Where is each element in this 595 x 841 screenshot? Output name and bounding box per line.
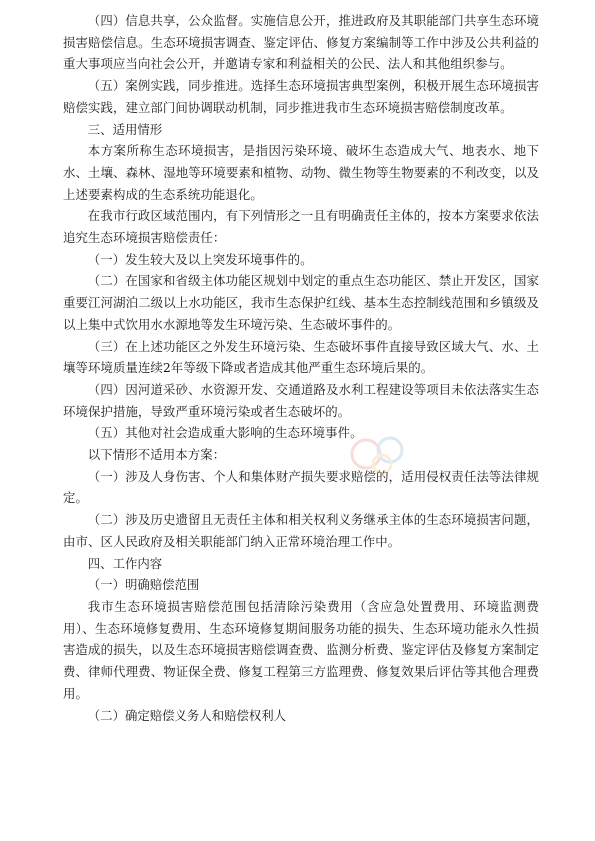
document-page (63, 10, 539, 726)
paragraph-case-practice: （五）案例实践，同步推进。选择生态环境损害典型案例，积极开展生态环境损害赔偿实践，建立部门间协调联动机制，同步推进我市生态环境损害赔偿制度改革。 (63, 78, 539, 115)
paragraph-exclusions-intro: 以下情形不适用本方案： (87, 447, 226, 463)
list-item-exclusion-2: （二）涉及历史遗留且无责任主体和相关权利义务继承主体的生态环境损害问题，由市、区人民政府及相关职能部门纳入正常环境治理工作中。 (63, 512, 539, 549)
section-heading-applicable-situations: 三、适用情形 (87, 121, 163, 137)
list-item-situation-2: （二）在国家和省级主体功能区规划中划定的重点生态功能区、禁止开发区，国家重要江河湖泊二级以上水功能区，我市生态保护红线、基本生态控制线范围和乡镇级及以上集中式饮用水水源地等发生环境污染、生态破坏事件的。 (63, 273, 539, 332)
paragraph-info-sharing: （四）信息共享，公众监督。实施信息公开，推进政府及其职能部门共享生态环境损害赔偿信息。生态环境损害调查、鉴定评估、修复方案编制等工作中涉及公共利益的重大事项应当向社会公开，并邀请专家和利益相关的公民、法人和其他组织参与。 (63, 13, 539, 72)
list-item-situation-1: （一）发生较大及以上突发环境事件的。 (87, 251, 313, 267)
subheading-obligors-and-rights-holders: （二）确定赔偿义务人和赔偿权利人 (87, 707, 287, 723)
list-item-situation-3: （三）在上述功能区之外发生环境污染、生态破坏事件直接导致区域大气、水、土壤等环境质量连续2年等级下降或者造成其他严重生态环境后果的。 (63, 338, 539, 376)
subheading-compensation-scope: （一）明确赔偿范围 (87, 577, 200, 593)
list-item-exclusion-1: （一）涉及人身伤害、个人和集体财产损失要求赔偿的，适用侵权责任法等法律规定。 (63, 468, 539, 506)
watermark-icon (346, 430, 414, 478)
paragraph-compensation-scope: 我市生态环境损害赔偿范围包括清除污染费用（含应急处置费用、环境监测费用）、生态环境修复费用、生态环境修复期间服务功能的损失、生态环境功能永久性损害造成的损失，以及生态环境损害赔偿调查费、监测分析费、鉴定评估及修复方案制定费、律师代理费、物证保全费、修复工程第三方监理费、修复效果后评估等其他合理费用。 (63, 598, 539, 701)
paragraph-definition: 本方案所称生态环境损害，是指因污染环境、破坏生态造成大气、地表水、地下水、土壤、森林、湿地等环境要素和植物、动物、微生物等生物要素的不利改变，以及上述要素构成的生态系统功能退化。 (63, 143, 539, 202)
list-item-situation-5: （五）其他对社会造成重大影响的生态环境事件。 (87, 425, 363, 441)
section-heading-work-content: 四、工作内容 (87, 555, 163, 571)
paragraph-scope-intro: 在我市行政区域范围内，有下列情形之一且有明确责任主体的，按本方案要求依法追究生态环境损害赔偿责任： (63, 208, 539, 246)
list-item-situation-4: （四）因河道采砂、水资源开发、交通道路及水利工程建设等项目未依法落实生态环境保护措施，导致严重环境污染或者生态破坏的。 (63, 381, 539, 419)
